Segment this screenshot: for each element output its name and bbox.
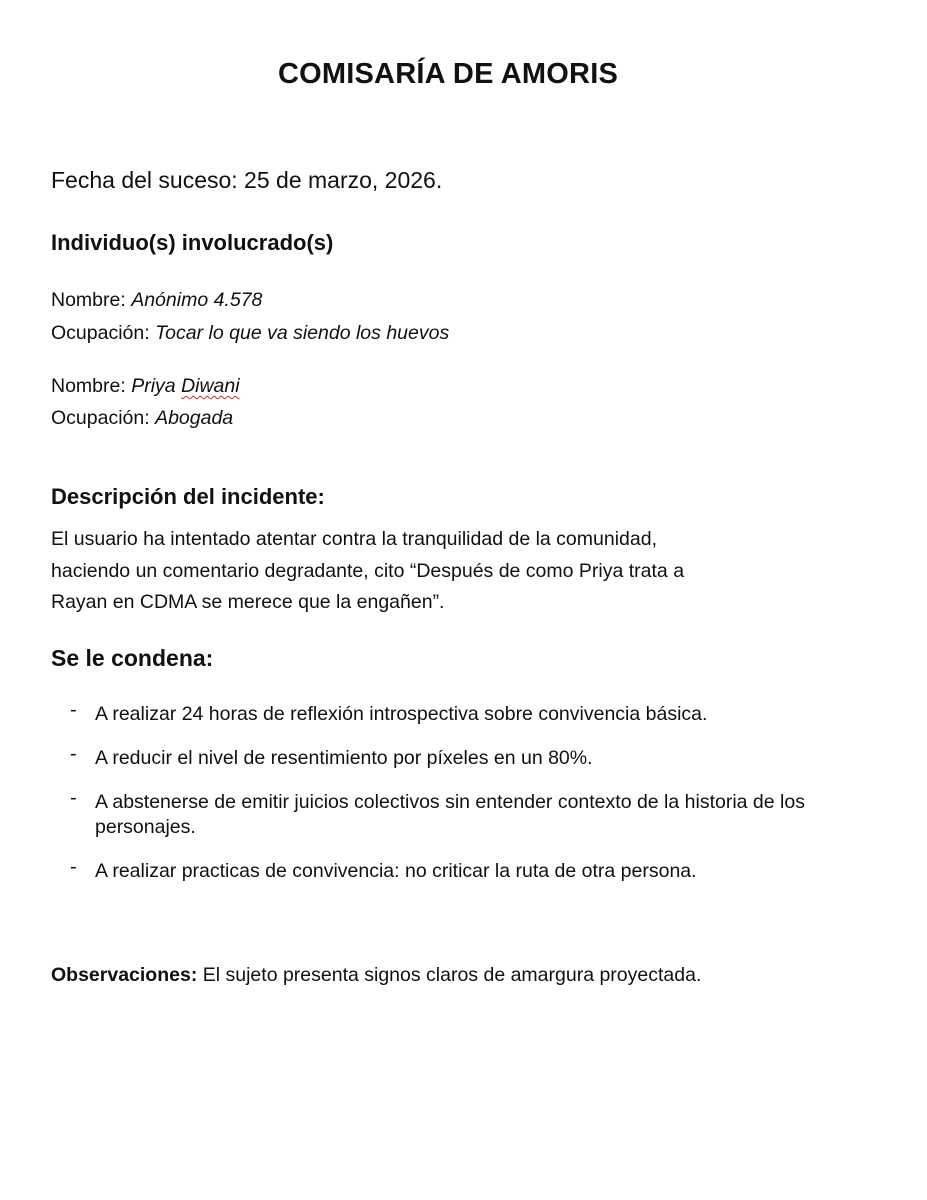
- person-1-occupation-value: Tocar lo que va siendo los huevos: [155, 322, 450, 344]
- sentence-item: [70, 743, 850, 771]
- person-2-name-last-misspelled[interactable]: Diwani: [181, 375, 240, 397]
- person-1-name: [51, 289, 262, 312]
- sentence-item: [70, 856, 850, 884]
- sentence-heading: Se le condena:: [51, 645, 214, 671]
- dash-bullet-icon: -: [70, 856, 77, 878]
- description-line: Rayan en CDMA se merece que la engañen”.: [51, 591, 445, 613]
- person-2-occupation: [51, 407, 233, 430]
- person-1-occupation: [51, 322, 449, 345]
- dash-bullet-icon: -: [70, 787, 77, 809]
- person-2-name-label: Nombre:: [51, 375, 132, 397]
- sentence-item-text: A abstenerse de emitir juicios colectivos sin entender contexto de la historia de los personajes.: [95, 791, 805, 838]
- dash-bullet-icon: -: [70, 743, 77, 765]
- person-2-occupation-value: Abogada: [155, 407, 234, 429]
- description-line: El usuario ha intentado atentar contra la tranquilidad de la comunidad,: [51, 528, 657, 550]
- observations-text: El sujeto presenta signos claros de amargura proyectada.: [197, 964, 702, 986]
- description-line: haciendo un comentario degradante, cito “Después de como Priya trata a: [51, 559, 685, 582]
- dash-bullet-icon: -: [70, 699, 77, 721]
- person-1-name-label: Nombre:: [51, 289, 132, 311]
- sentence-item: [70, 787, 850, 840]
- page-title: COMISARÍA DE AMORIS: [278, 58, 618, 90]
- sentence-item-text: A realizar practicas de convivencia: no criticar la ruta de otra persona.: [95, 860, 697, 882]
- person-2-name-first: Priya: [131, 375, 176, 397]
- observations: [51, 964, 701, 987]
- incident-date: Fecha del suceso: 25 de marzo, 2026.: [51, 167, 443, 193]
- person-1-occupation-label: Ocupación:: [51, 322, 156, 344]
- sentence-item-text: A realizar 24 horas de reflexión introspectiva sobre convivencia básica.: [95, 703, 708, 725]
- person-1-name-value: Anónimo 4.578: [131, 289, 263, 311]
- observations-label: Observaciones:: [51, 964, 198, 986]
- person-2-occupation-label: Ocupación:: [51, 407, 156, 429]
- description-heading: Descripción del incidente:: [51, 484, 325, 509]
- person-2-name: [51, 375, 240, 398]
- description-text: [51, 524, 831, 619]
- sentence-item-text: A reducir el nivel de resentimiento por píxeles en un 80%.: [95, 747, 593, 769]
- individuals-heading: Individuo(s) involucrado(s): [51, 230, 334, 255]
- sentence-list: [70, 699, 850, 903]
- sentence-item: [70, 699, 850, 727]
